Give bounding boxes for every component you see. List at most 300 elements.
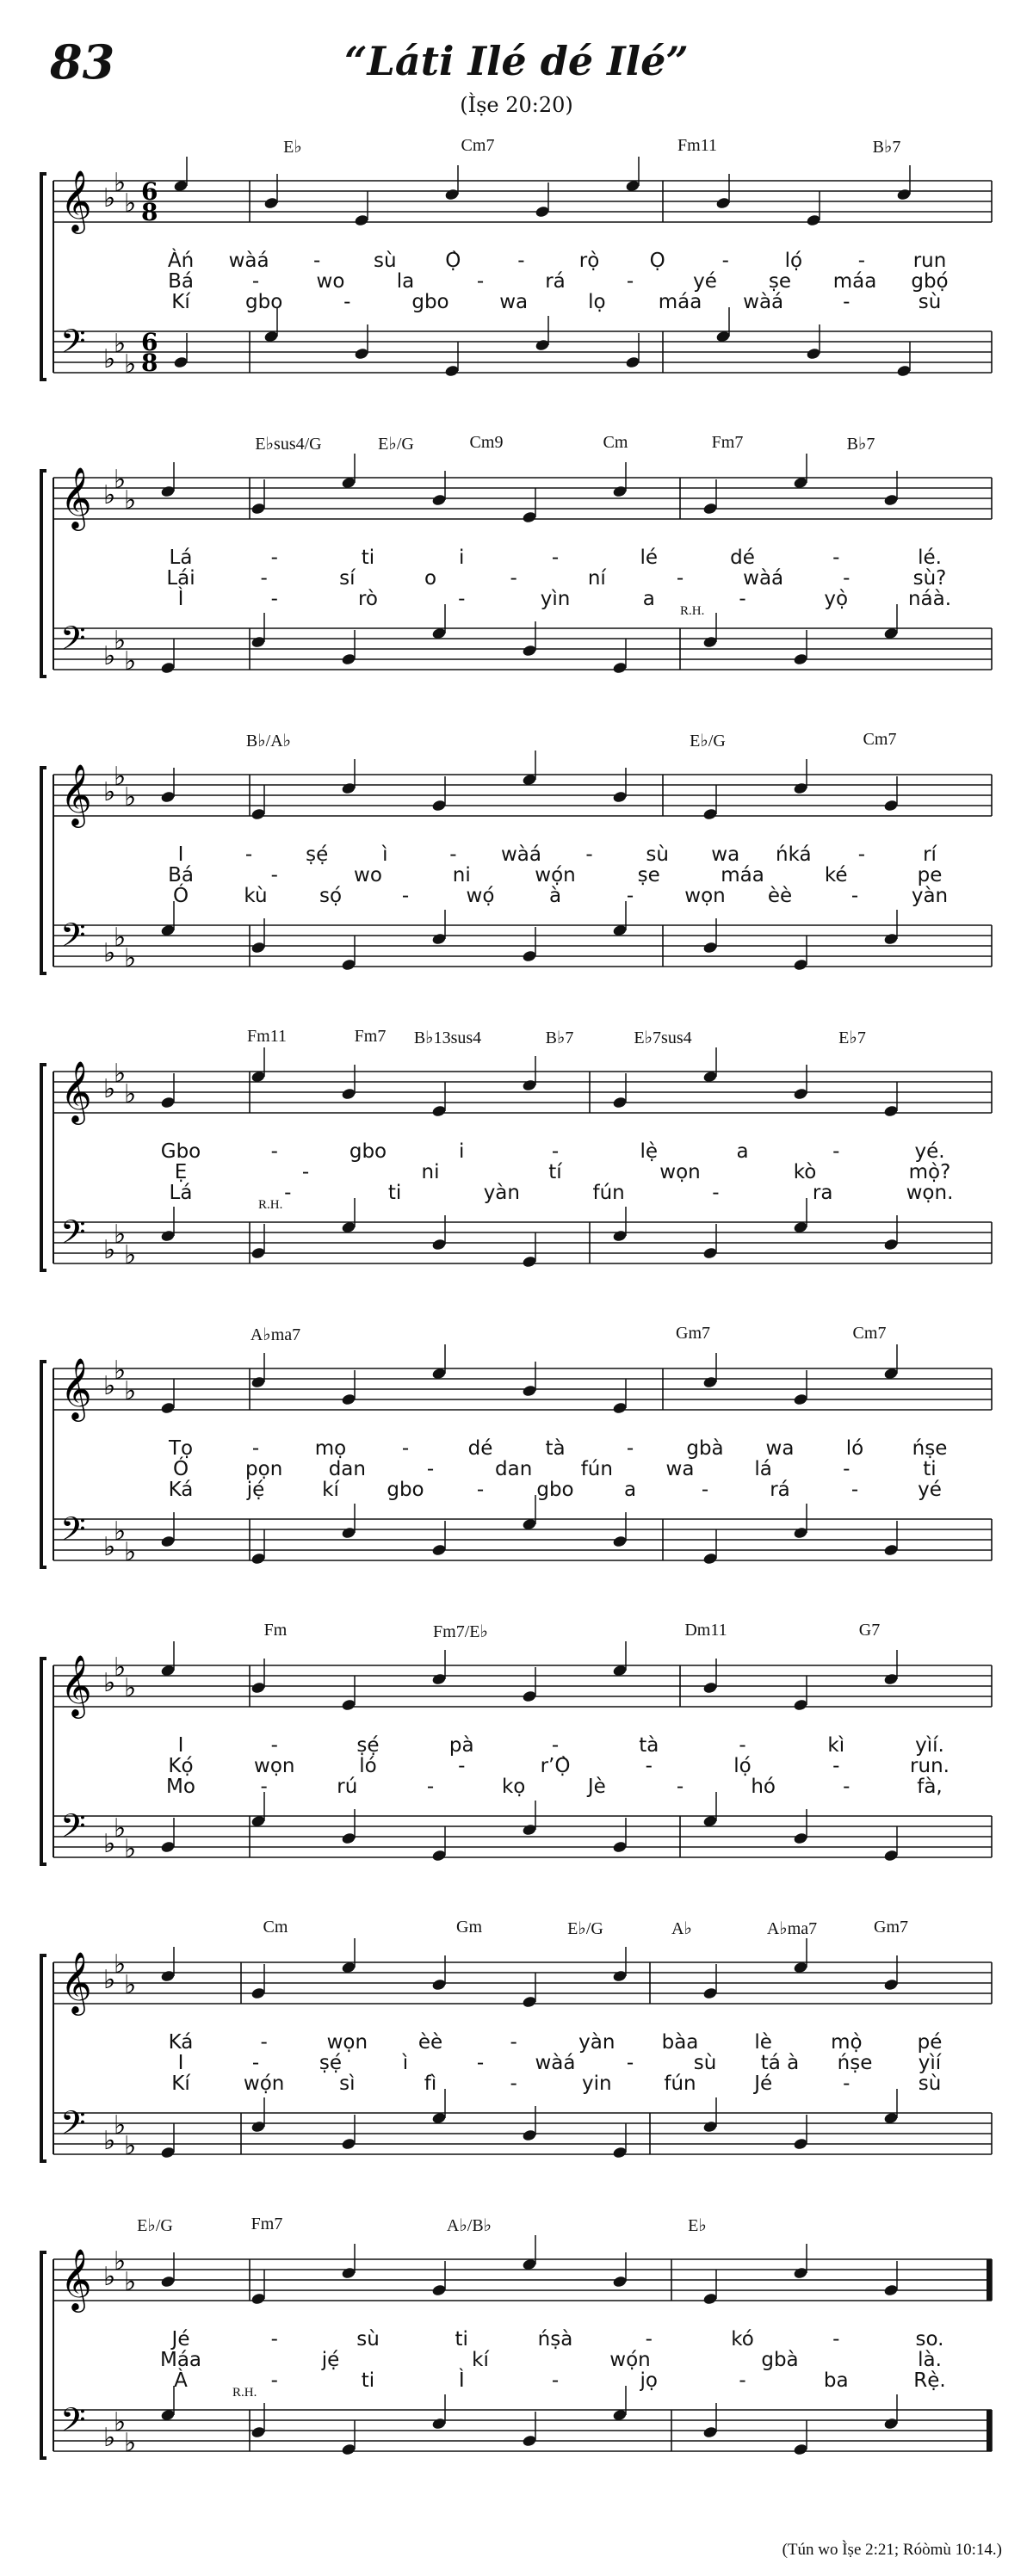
lyric-syllable: - (739, 588, 746, 610)
chord-symbol: Cm7 (852, 1324, 887, 1343)
flat-icon: ♭ (114, 762, 127, 792)
lyric-syllable: wo (354, 864, 382, 886)
lyric-syllable: - (843, 2073, 851, 2095)
chord-symbol: Fm (263, 1621, 288, 1640)
music-system (0, 417, 1033, 693)
lyric-syllable: sù (693, 2052, 717, 2074)
chord-symbol: Fm7 (711, 433, 744, 452)
flat-icon: ♭ (103, 1074, 116, 1104)
flat-icon: ♭ (114, 168, 127, 198)
lyric-syllable: ké (824, 864, 848, 886)
chord-symbol: A♭ma7 (766, 1919, 818, 1938)
final-barline (987, 2410, 992, 2451)
lyric-syllable: wa (765, 1437, 795, 1460)
system-bracket (41, 174, 46, 380)
flat-icon: ♭ (114, 2407, 127, 2437)
lyric-syllable: - (721, 250, 729, 272)
lyric-syllable: dan (328, 1458, 366, 1480)
lyric-syllable: gbọ́ (911, 270, 949, 293)
hymn-title: “Láti Ilé dé Ilé” (344, 38, 689, 84)
flat-icon: ♭ (103, 938, 116, 968)
staff-svg (0, 1011, 1033, 1287)
music-system (0, 714, 1033, 990)
lyric-syllable: tà (545, 1437, 566, 1460)
chord-symbol: B♭7 (872, 138, 901, 157)
lyric-syllable: - (832, 1140, 840, 1163)
bass-clef-icon: 𝄢 (60, 1807, 86, 1853)
lyric-syllable: yin (582, 2073, 612, 2095)
lyric-syllable: - (251, 2052, 260, 2074)
lyric-syllable: sù (356, 2328, 380, 2351)
flat-icon: ♭ (124, 782, 137, 812)
lyric-syllable: kù (244, 885, 268, 907)
lyric-syllable: - (551, 1734, 560, 1757)
flat-icon: ♭ (114, 1356, 127, 1386)
lyric-syllable: - (426, 1458, 435, 1480)
lyric-syllable: wọ́n (535, 864, 576, 886)
lyric-syllable: gbà (761, 2349, 799, 2371)
lyric-syllable: - (626, 2052, 634, 2074)
flat-icon: ♭ (103, 1829, 116, 1859)
lyric-syllable: - (857, 843, 866, 866)
lyric-syllable: là. (918, 2349, 942, 2371)
flat-icon: ♭ (124, 1376, 137, 1406)
lyric-syllable: Kí (171, 2073, 190, 2095)
system-bracket (41, 1362, 46, 1567)
lyric-syllable: gbo (411, 291, 449, 313)
lyric-syllable: wọn (684, 885, 726, 907)
lyric-syllable: yé (693, 270, 717, 293)
lyric-syllable: sù (918, 291, 942, 313)
flat-icon: ♭ (124, 349, 137, 380)
lyric-syllable: - (260, 2031, 268, 2054)
lyric-syllable: - (832, 547, 840, 569)
lyric-syllable: wàá (535, 2052, 576, 2074)
lyric-syllable: - (270, 547, 278, 569)
time-signature-bottom: 8 (141, 349, 158, 377)
lyric-syllable: pọn (245, 1458, 283, 1480)
lyric-syllable: yé. (914, 1140, 945, 1163)
lyric-syllable: a (736, 1140, 749, 1163)
lyric-syllable: - (284, 1182, 292, 1204)
time-signature-top: 6 (141, 328, 158, 356)
lyric-syllable: - (843, 1458, 851, 1480)
lyric-syllable: rọ̀ (578, 250, 600, 272)
lyric-syllable: à (548, 885, 562, 907)
chord-symbol: Cm (603, 433, 628, 452)
lyric-syllable: rá (545, 270, 566, 293)
lyric-syllable: - (270, 1140, 278, 1163)
flat-icon: ♭ (124, 1970, 137, 2000)
flat-icon: ♭ (124, 2267, 137, 2297)
lyric-syllable: mọ (314, 1437, 347, 1460)
staff-svg (0, 417, 1033, 693)
lyric-syllable: lọ́ (784, 250, 803, 272)
music-system (0, 1902, 1033, 2178)
lyric-syllable: - (701, 1479, 709, 1501)
treble-clef-icon: 𝄞 (60, 2247, 92, 2310)
lyric-syllable: sọ́ (319, 885, 343, 907)
lyric-syllable: pe (917, 864, 943, 886)
system-bracket (41, 1065, 46, 1270)
lyric-syllable: tá à (760, 2052, 800, 2074)
system-bracket (41, 1955, 46, 2161)
lyric-syllable: - (270, 588, 278, 610)
flat-icon: ♭ (103, 480, 116, 510)
lyric-syllable: r’Ọ̀ (540, 1755, 571, 1777)
flat-icon: ♭ (114, 2110, 127, 2140)
lyric-syllable: - (458, 588, 466, 610)
lyric-syllable: run (912, 250, 947, 272)
lyric-syllable: wa (665, 1458, 695, 1480)
lyric-syllable: máa (832, 270, 877, 293)
staff-svg (0, 120, 1033, 396)
system-bracket (41, 1659, 46, 1864)
lyric-syllable: - (843, 291, 851, 313)
lyric-syllable: wọn (254, 1755, 295, 1777)
bass-clef-icon: 𝄢 (60, 2400, 86, 2447)
lyric-syllable: - (517, 250, 525, 272)
lyric-syllable: rá (770, 1479, 790, 1501)
staff-svg (0, 1308, 1033, 1584)
lyric-syllable: lá (754, 1458, 772, 1480)
lyric-syllable: - (843, 1776, 851, 1798)
lyric-syllable: so. (915, 2328, 944, 2351)
lyric-syllable: gbo (245, 291, 283, 313)
lyric-syllable: Jé (171, 2328, 190, 2351)
lyric-syllable: - (843, 567, 851, 590)
lyric-syllable: èè (418, 2031, 443, 2054)
lyric-syllable: yàn (483, 1182, 520, 1204)
lyric-syllable: Ó (172, 1458, 189, 1480)
flat-icon: ♭ (114, 1220, 127, 1250)
lyric-syllable: lè (754, 2031, 772, 2054)
right-hand-marking: R.H. (232, 2386, 257, 2400)
lyric-syllable: jẹ́ (246, 1479, 265, 1501)
lyric-syllable: dé (467, 1437, 493, 1460)
flat-icon: ♭ (124, 646, 137, 676)
lyric-syllable: kọ (501, 1776, 526, 1798)
lyric-syllable: - (426, 1776, 435, 1798)
lyric-syllable: lẹ̀ (640, 1140, 659, 1163)
flat-icon: ♭ (114, 1949, 127, 1980)
lyric-syllable: kí (322, 1479, 339, 1501)
lyric-syllable: náà. (907, 588, 952, 610)
lyric-syllable: wàá (228, 250, 269, 272)
system-bracket (41, 471, 46, 676)
lyric-syllable: la (396, 270, 415, 293)
lyric-syllable: - (857, 250, 866, 272)
lyric-syllable: lọ (588, 291, 606, 313)
lyric-syllable: ni (421, 1161, 440, 1183)
bass-clef-icon: 𝄢 (60, 1510, 86, 1556)
lyric-syllable: jọ (640, 2369, 658, 2392)
lyric-syllable: hó (751, 1776, 776, 1798)
lyric-syllable: pé (917, 2031, 943, 2054)
lyric-syllable: gbo (387, 1479, 424, 1501)
lyric-syllable: ṣẹ́ (356, 1734, 380, 1757)
lyric-syllable: o (424, 567, 437, 590)
lyric-syllable: Bá (168, 864, 194, 886)
lyric-syllable: ti (923, 1458, 937, 1480)
lyric-syllable: fì (424, 2073, 437, 2095)
lyric-syllable: Tọ (168, 1437, 194, 1460)
treble-clef-icon: 𝄞 (60, 1653, 92, 1716)
flat-icon: ♭ (103, 777, 116, 807)
flat-icon: ♭ (124, 1537, 137, 1567)
flat-icon: ♭ (103, 641, 116, 671)
chord-symbol: B♭13sus4 (413, 1029, 482, 1047)
lyric-syllable: - (551, 1140, 560, 1163)
lyric-syllable: dan (495, 1458, 533, 1480)
hymn-number: 83 (50, 34, 115, 90)
lyric-syllable: ti (361, 2369, 375, 2392)
lyric-syllable: èè (767, 885, 793, 907)
lyric-syllable: sù (918, 2073, 942, 2095)
lyric-syllable: Jè (587, 1776, 606, 1798)
lyric-syllable: I (177, 1734, 184, 1757)
lyric-syllable: rò (357, 588, 379, 610)
treble-clef-icon: 𝄞 (60, 466, 92, 528)
lyric-syllable: i (459, 1140, 465, 1163)
flat-icon: ♭ (124, 2131, 137, 2161)
lyric-syllable: ti (455, 2328, 468, 2351)
music-system (0, 1308, 1033, 1584)
lyric-syllable: - (343, 291, 351, 313)
hymn-reference: (Ìṣe 20:20) (460, 93, 573, 117)
lyric-syllable: fún (592, 1182, 625, 1204)
lyric-syllable: rí (923, 843, 937, 866)
bass-clef-icon: 𝄢 (60, 1213, 86, 1259)
lyric-syllable: - (851, 885, 859, 907)
lyric-syllable: À (174, 2369, 188, 2392)
lyric-syllable: lọ́ (733, 1755, 752, 1777)
lyric-syllable: yé (918, 1479, 942, 1501)
lyric-syllable: mọ̀? (908, 1161, 951, 1183)
lyric-syllable: ńṣe (837, 2052, 873, 2074)
lyric-syllable: wọ́n (243, 2073, 285, 2095)
lyric-syllable: - (510, 567, 517, 590)
lyric-syllable: - (645, 2328, 653, 2351)
lyric-syllable: - (260, 567, 268, 590)
lyric-syllable: wa (711, 843, 740, 866)
system-bracket (41, 768, 46, 973)
flat-icon: ♭ (103, 2423, 116, 2453)
lyric-syllable: tí (548, 1161, 562, 1183)
flat-icon: ♭ (114, 1517, 127, 1547)
music-system (0, 1605, 1033, 1881)
lyric-syllable: - (832, 2328, 840, 2351)
lyric-syllable: ni (452, 864, 471, 886)
chord-symbol: G7 (858, 1621, 881, 1640)
lyric-syllable: sù (373, 250, 397, 272)
lyric-syllable: ṣe (768, 270, 792, 293)
chord-symbol: B♭7 (545, 1029, 574, 1047)
chord-symbol: Gm (456, 1918, 482, 1937)
flat-icon: ♭ (124, 188, 137, 219)
chord-symbol: E♭ (688, 2216, 707, 2235)
lyric-syllable: - (626, 270, 634, 293)
system-bracket (41, 2252, 46, 2458)
lyric-syllable: Ì (177, 588, 184, 610)
lyric-syllable: Lá (169, 547, 193, 569)
lyric-syllable: - (739, 2369, 746, 2392)
lyric-syllable: Ká (168, 2031, 194, 2054)
final-barline (987, 2259, 992, 2301)
lyric-syllable: ra (812, 1182, 833, 1204)
chord-symbol: Cm9 (469, 433, 504, 452)
lyric-syllable: fà, (917, 1776, 943, 1798)
lyric-syllable: gbà (686, 1437, 724, 1460)
chord-symbol: Dm11 (684, 1621, 727, 1640)
flat-icon: ♭ (114, 465, 127, 495)
treble-clef-icon: 𝄞 (60, 1950, 92, 2013)
lyric-syllable: wàá (500, 843, 541, 866)
flat-icon: ♭ (103, 1532, 116, 1562)
flat-icon: ♭ (124, 1240, 137, 1270)
flat-icon: ♭ (103, 344, 116, 374)
lyric-syllable: Rẹ̀. (913, 2369, 946, 2392)
lyric-syllable: rú (337, 1776, 358, 1798)
right-hand-marking: R.H. (258, 1198, 283, 1212)
lyric-syllable: - (251, 270, 260, 293)
lyric-syllable: kì (827, 1734, 845, 1757)
lyric-syllable: fún (664, 2073, 696, 2095)
treble-clef-icon: 𝄞 (60, 169, 92, 232)
flat-icon: ♭ (114, 626, 127, 656)
chord-symbol: Fm11 (677, 136, 717, 155)
lyric-syllable: - (551, 547, 560, 569)
flat-icon: ♭ (114, 923, 127, 953)
lyric-syllable: wàá (743, 567, 784, 590)
lyric-syllable: I (177, 843, 184, 866)
chord-symbol: E♭/G (137, 2216, 173, 2235)
lyric-syllable: fún (580, 1458, 613, 1480)
lyric-syllable: yàn (911, 885, 949, 907)
lyric-syllable: Kí (171, 291, 190, 313)
lyric-syllable: Ọ (649, 250, 665, 272)
lyric-syllable: yìí (918, 2052, 942, 2074)
lyric-syllable: Mo (166, 1776, 195, 1798)
lyric-syllable: - (313, 250, 321, 272)
flat-icon: ♭ (103, 1965, 116, 1995)
lyric-syllable: ńṣà (537, 2328, 573, 2351)
lyric-syllable: - (401, 1437, 410, 1460)
chord-symbol: E♭/G (690, 732, 726, 751)
bass-clef-icon: 𝄢 (60, 2103, 86, 2150)
staff-svg (0, 2199, 1033, 2474)
footer-reference: (Tún wo Ìṣe 2:21; Róòmù 10:14.) (782, 2541, 1002, 2559)
right-hand-marking: R.H. (680, 604, 705, 618)
lyric-syllable: - (851, 1479, 859, 1501)
lyric-syllable: - (251, 1437, 260, 1460)
lyric-syllable: kó (731, 2328, 754, 2351)
lyric-syllable: - (301, 1161, 310, 1183)
lyric-syllable: sù? (912, 567, 947, 590)
lyric-syllable: Lá (169, 1182, 193, 1204)
bass-clef-icon: 𝄢 (60, 619, 86, 665)
lyric-syllable: - (585, 843, 593, 866)
chord-symbol: E♭sus4/G (255, 435, 322, 454)
lyric-syllable: ì (382, 843, 388, 866)
lyric-syllable: sí (339, 567, 356, 590)
lyric-syllable: run. (910, 1755, 949, 1777)
flat-icon: ♭ (114, 329, 127, 359)
lyric-syllable: Gbo (160, 1140, 201, 1163)
lyric-syllable: lé. (918, 547, 942, 569)
lyric-syllable: - (458, 1755, 466, 1777)
chord-symbol: Gm7 (676, 1324, 710, 1343)
lyric-syllable: Jé (754, 2073, 773, 2095)
lyric-syllable: - (260, 1776, 268, 1798)
lyric-syllable: yìí. (915, 1734, 944, 1757)
lyric-syllable: lé (640, 547, 659, 569)
lyric-syllable: ti (361, 547, 375, 569)
lyric-syllable: - (676, 567, 684, 590)
chord-symbol: A♭ma7 (250, 1325, 301, 1344)
chord-symbol: E♭/G (567, 1919, 603, 1938)
lyric-syllable: gbo (349, 1140, 387, 1163)
lyric-syllable: ì (402, 2052, 409, 2074)
lyric-syllable: wọ́ (466, 885, 495, 907)
lyric-syllable: jẹ́ (321, 2349, 340, 2371)
bass-clef-icon: 𝄢 (60, 322, 86, 368)
lyric-syllable: kí (472, 2349, 489, 2371)
lyric-syllable: tà (639, 1734, 659, 1757)
flat-icon: ♭ (103, 1371, 116, 1401)
lyric-syllable: wọ́n (609, 2349, 651, 2371)
lyric-syllable: Kọ́ (168, 1755, 194, 1777)
lyric-syllable: pà (448, 1734, 474, 1757)
lyric-syllable: - (510, 2031, 517, 2054)
lyric-syllable: - (712, 1182, 720, 1204)
chord-symbol: Gm7 (874, 1918, 908, 1937)
lyric-syllable: kò (793, 1161, 817, 1183)
lyric-syllable: ṣẹ́ (319, 2052, 343, 2074)
flat-icon: ♭ (114, 1813, 127, 1844)
flat-icon: ♭ (103, 2126, 116, 2156)
lyric-syllable: - (476, 1479, 485, 1501)
lyric-syllable: Ẹ (174, 1161, 188, 1183)
chord-symbol: E♭ (283, 138, 302, 157)
flat-icon: ♭ (103, 2262, 116, 2292)
lyric-syllable: yọ̀ (824, 588, 849, 610)
lyric-syllable: ńṣe (912, 1437, 948, 1460)
chord-symbol: Cm7 (863, 730, 897, 749)
lyric-syllable: - (739, 1734, 746, 1757)
time-signature-bottom: 8 (141, 198, 158, 226)
lyric-syllable: dé (730, 547, 755, 569)
lyric-syllable: Ká (168, 1479, 194, 1501)
lyric-syllable: Ọ̀ (445, 250, 461, 272)
lyric-syllable: máa (658, 291, 702, 313)
chord-symbol: Fm11 (247, 1027, 287, 1046)
lyric-syllable: ló (359, 1755, 377, 1777)
flat-icon: ♭ (124, 485, 137, 516)
flat-icon: ♭ (124, 1673, 137, 1703)
lyric-syllable: wọn. (906, 1182, 954, 1204)
flat-icon: ♭ (114, 1059, 127, 1089)
lyric-syllable: - (626, 1437, 634, 1460)
lyric-syllable: a (623, 1479, 637, 1501)
lyric-syllable: Máa (159, 2349, 202, 2371)
lyric-syllable: - (626, 885, 634, 907)
lyric-syllable: máa (721, 864, 764, 886)
flat-icon: ♭ (124, 1079, 137, 1109)
flat-icon: ♭ (103, 1668, 116, 1698)
chord-symbol: A♭/B♭ (446, 2216, 492, 2235)
lyric-syllable: ní (587, 567, 606, 590)
